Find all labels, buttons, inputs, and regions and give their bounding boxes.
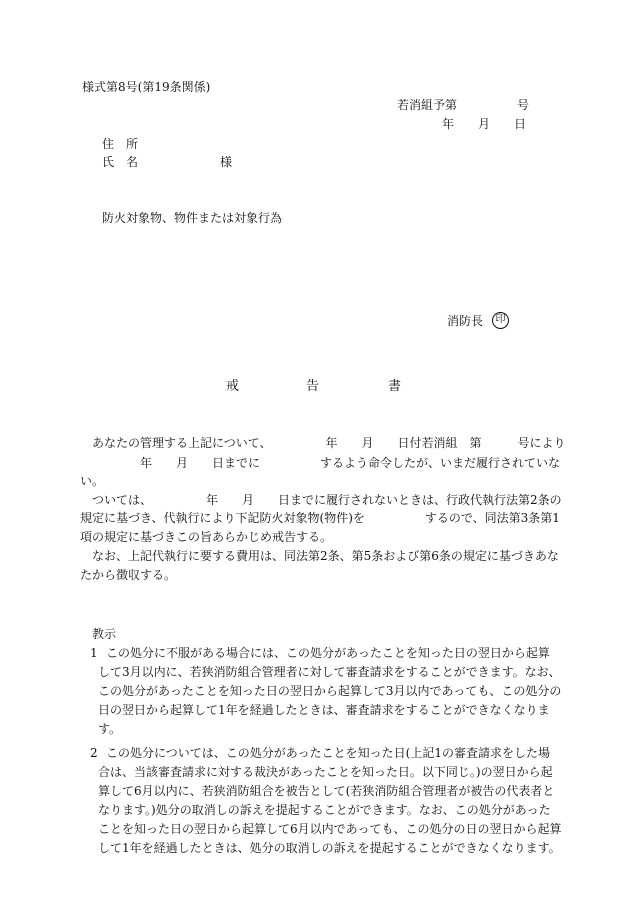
notice-item-1-line-4: 日の翌日から起算して1年を経過したときは、審査請求をすることができなくなりま [98, 703, 550, 717]
notice-item-1-line-1: この処分に不服がある場合には、この処分があったことを知った日の翌日から起算 [106, 646, 550, 660]
issuer-title: 消防長 [447, 314, 484, 328]
notice-item-2-line-1: この処分については、この処分があったことを知った日(上記1の審査請求をした場 [106, 746, 550, 760]
name-label: 氏 名 [102, 155, 139, 169]
notice-heading: 教示 [92, 627, 117, 641]
notice-item-2-number: 2 [90, 746, 98, 760]
notice-item-2-line-6: して1年を経過したときは、処分の取消しの訴えを提起することができなくなります。 [98, 841, 561, 855]
body-line-1: あなたの管理する上記について、 年 月 日付若消組 第 号により [92, 436, 566, 450]
body-line-5: 規定に基づき、代執行により下記防火対象物(物件)を するので、同法第3条第1 [80, 511, 560, 525]
reference-number: 若消組予第 号 [397, 98, 530, 112]
notice-item-1-line-3: この処分があったことを知った日の翌日から起算して3月以内であっても、この処分の [98, 684, 562, 698]
seal-stamp: 印 [492, 312, 509, 329]
notice-item-2-line-3: 算して6月以内に、若狭消防組合を被告として(若狭消防組合管理者が被告の代表者と [98, 784, 555, 798]
body-line-4: ついては、 年 月 日までに履行されないときは、行政代執行法第2条の [92, 493, 562, 507]
notice-item-2-line-2: 合は、当該審査請求に対する裁決があったことを知った日。以下同じ。)の翌日から起 [98, 765, 553, 779]
title-char-2: 告 [306, 379, 320, 394]
body-line-8: たから徴収する。 [80, 568, 177, 582]
notice-item-2-line-5: ことを知った日の翌日から起算して6月以内であっても、この処分の日の翌日から起算 [98, 822, 562, 836]
issue-date: 年 月 日 [442, 117, 527, 131]
body-line-7: なお、上記代執行に要する費用は、同法第2条、第5条および第6条の規定に基づきあな [92, 549, 559, 563]
address-label: 住 所 [102, 137, 139, 151]
body-line-6: 項の規定に基づきこの旨あらかじめ戒告する。 [80, 530, 333, 544]
honorific: 様 [220, 155, 233, 169]
form-number: 様式第8号(第19条関係) [82, 80, 211, 94]
title-char-1: 戒 [226, 379, 240, 394]
notice-item-1-number: 1 [90, 646, 98, 660]
notice-item-1-line-2: して3月以内に、若狭消防組合管理者に対して審査請求をすることができます。なお、 [98, 665, 561, 679]
notice-item-2-line-4: なります。)処分の取消しの訴えを提起することができます。なお、この処分があった [98, 803, 551, 817]
body-line-3: い。 [80, 474, 105, 488]
subject-label: 防火対象物、物件または対象行為 [102, 211, 283, 225]
body-line-2: 年 月 日までに するよう命令したが、いまだ履行されていな [80, 456, 561, 470]
title-char-3: 書 [388, 379, 402, 394]
notice-item-1-line-5: す。 [98, 722, 122, 736]
